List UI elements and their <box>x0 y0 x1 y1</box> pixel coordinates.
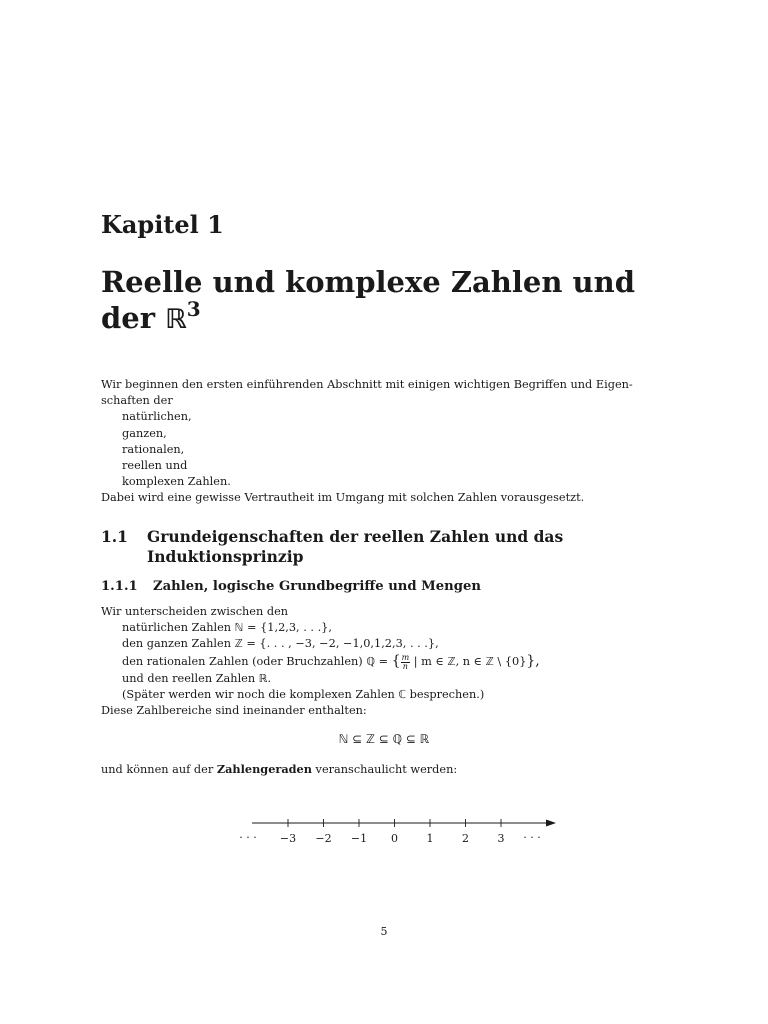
natural-set: = {1,2,3, . . .}, <box>243 621 332 635</box>
inclusion-formula: ℕ ⊆ ℤ ⊆ ℚ ⊆ ℝ <box>338 732 430 746</box>
real-symbol: ℝ <box>165 304 187 335</box>
integer-symbol: ℤ <box>234 637 243 651</box>
number-line-tick-label: 2 <box>462 832 469 845</box>
superscript-3: 3 <box>186 297 201 321</box>
number-line-tick-label: 0 <box>391 832 398 845</box>
chapter-label: Kapitel 1 <box>101 210 224 239</box>
intro-closing: Dabei wird eine gewisse Vertrautheit im Umgang mit solchen Zahlen vorausgesetzt. <box>101 491 585 505</box>
natural-numbers-text: natürlichen Zahlen <box>122 621 235 635</box>
intro-item: reellen und <box>122 459 188 473</box>
real-symbol: ℝ <box>258 671 268 685</box>
intro-item: rationalen, <box>122 442 185 456</box>
reals-end: . <box>267 671 272 685</box>
chapter-title-line-2 <box>101 297 701 338</box>
complex-text-end: besprechen.) <box>406 687 485 701</box>
numberline-intro <box>101 761 457 778</box>
rationals-line <box>101 653 540 671</box>
rational-condition-2: , n ∈ <box>455 654 486 668</box>
complex-line <box>101 687 540 703</box>
section-title-line-1: Grundeigenschaften der reellen Zahlen und das <box>147 527 564 546</box>
integers-text: den ganzen Zahlen <box>122 637 235 651</box>
chapter-title-der: der <box>101 301 166 335</box>
complex-symbol: ℂ <box>398 687 407 701</box>
natural-numbers-line <box>101 620 540 636</box>
intro-line-1: Wir beginnen den ersten einführenden Abschnitt mit einigen wichtigen Begriffen und Eigen- <box>101 378 633 391</box>
rationals-text: den rationalen Zahlen (oder Bruchzahlen) <box>122 654 367 668</box>
natural-symbol: ℕ <box>234 621 244 635</box>
section-title-line-2: Induktionsprinzip <box>147 547 304 566</box>
numberline-text: und können auf der <box>101 763 217 776</box>
complex-text: (Später werden wir noch die komplexen Zahlen <box>122 687 399 701</box>
rational-equals: = <box>374 654 392 668</box>
intro-item: komplexen Zahlen. <box>122 475 231 489</box>
subsection-number: 1.1.1 <box>101 579 138 594</box>
number-systems-paragraph <box>101 604 540 719</box>
reals-text: und den reellen Zahlen <box>122 671 259 685</box>
number-line-tick-label: 1 <box>426 832 434 845</box>
integer-symbol: ℤ <box>485 654 494 668</box>
section-number: 1.1 <box>101 527 128 546</box>
contained-line: Diese Zahlbereiche sind ineinander enthalten: <box>101 704 367 718</box>
reals-line <box>101 671 540 687</box>
subsection-heading <box>101 577 481 597</box>
fraction-numerator: m <box>401 652 410 662</box>
intro-item: ganzen, <box>122 426 167 440</box>
rational-symbol: ℚ <box>366 654 375 668</box>
integer-symbol: ℤ <box>447 654 456 668</box>
fraction-m-over-n <box>401 654 411 671</box>
number-line <box>230 808 570 858</box>
rational-condition-3: \ {0} <box>493 654 527 668</box>
rational-brace-open: { <box>391 652 401 669</box>
page-number: 5 <box>380 925 388 938</box>
number-line-tick-label: 3 <box>497 832 505 845</box>
rational-condition: | m ∈ <box>410 654 448 668</box>
number-line-tick-label: −2 <box>315 832 332 845</box>
integer-set: = {. . . , −3, −2, −1,0,1,2,3, . . .}, <box>242 637 439 651</box>
integers-line <box>101 636 540 652</box>
subsection-title: Zahlen, logische Grundbegriffe und Mengen <box>153 579 481 594</box>
number-line-arrow <box>546 820 556 827</box>
numberline-bold-term: Zahlengeraden <box>216 762 312 776</box>
number-line-tick-label: −3 <box>279 832 297 845</box>
rational-brace-close: }, <box>526 652 540 669</box>
chapter-title-line-1: Reelle und komplexe Zahlen und <box>101 265 635 299</box>
number-line-dots-right: · · · <box>523 831 541 844</box>
numberline-text-end: veranschaulicht werden: <box>311 763 458 776</box>
number-line-dots-left: · · · <box>239 831 257 844</box>
intro-item: natürlichen, <box>122 410 192 424</box>
chapter-title <box>101 264 701 338</box>
body-intro: Wir unterscheiden zwischen den <box>101 605 289 618</box>
section-heading <box>101 527 563 567</box>
fraction-denominator: n <box>402 661 408 671</box>
intro-line-2: schaften der <box>101 394 173 408</box>
number-line-tick-label: −1 <box>350 832 368 845</box>
intro-paragraph <box>101 377 633 507</box>
